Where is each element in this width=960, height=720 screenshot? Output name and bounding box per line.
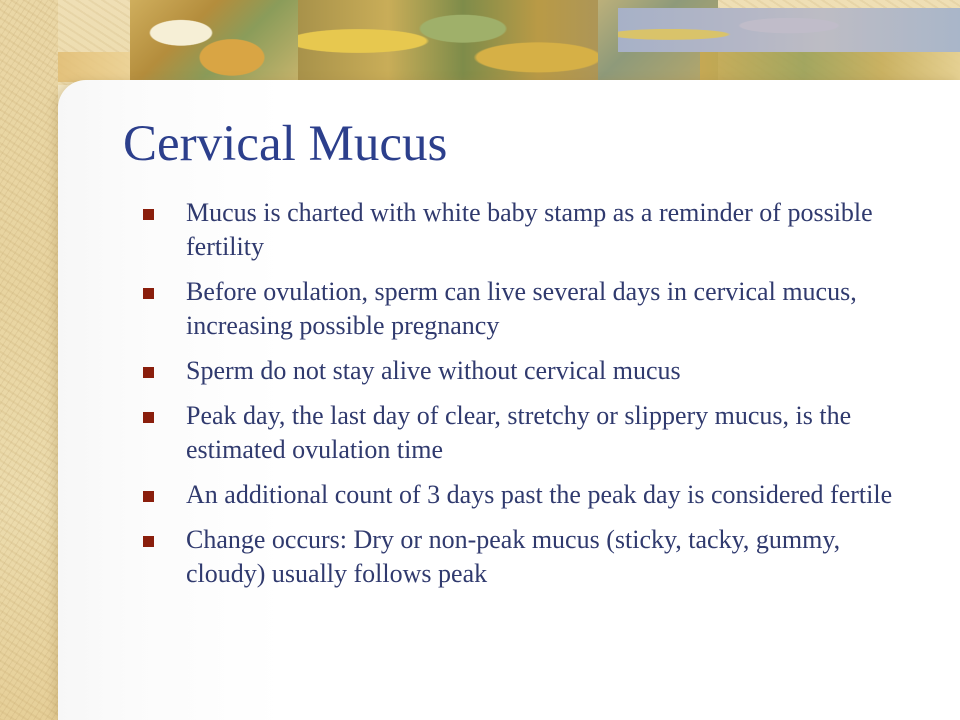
bullet-text: Sperm do not stay alive without cervical mucus bbox=[186, 356, 681, 385]
leaf-image-tile bbox=[618, 8, 960, 52]
bullet-item bbox=[143, 196, 913, 264]
leaf-image-tile bbox=[130, 0, 300, 82]
bullet-text: Change occurs: Dry or non-peak mucus (sticky, tacky, gummy, cloudy) usually follows peak bbox=[186, 525, 841, 588]
bullet-item bbox=[143, 354, 913, 388]
bullet-item bbox=[143, 399, 913, 467]
bullet-list bbox=[143, 196, 913, 602]
bullet-item bbox=[143, 478, 913, 512]
slide-title: Cervical Mucus bbox=[123, 116, 448, 172]
bullet-text: Peak day, the last day of clear, stretchy or slippery mucus, is the estimated ovulation time bbox=[186, 401, 852, 464]
square-bullet-icon bbox=[143, 491, 154, 502]
square-bullet-icon bbox=[143, 367, 154, 378]
parchment-side-strip bbox=[0, 0, 58, 720]
bullet-item bbox=[143, 275, 913, 343]
leaf-image-tile bbox=[298, 0, 598, 82]
square-bullet-icon bbox=[143, 536, 154, 547]
bullet-text: Mucus is charted with white baby stamp as a reminder of possible fertility bbox=[186, 198, 873, 261]
square-bullet-icon bbox=[143, 412, 154, 423]
bullet-text: Before ovulation, sperm can live several days in cervical mucus, increasing possible pregnancy bbox=[186, 277, 857, 340]
bullet-item bbox=[143, 523, 913, 591]
leaf-image-tile bbox=[700, 52, 960, 82]
decorative-leaf-banner bbox=[0, 0, 960, 85]
square-bullet-icon bbox=[143, 209, 154, 220]
square-bullet-icon bbox=[143, 288, 154, 299]
bullet-text: An additional count of 3 days past the peak day is considered fertile bbox=[186, 480, 893, 509]
